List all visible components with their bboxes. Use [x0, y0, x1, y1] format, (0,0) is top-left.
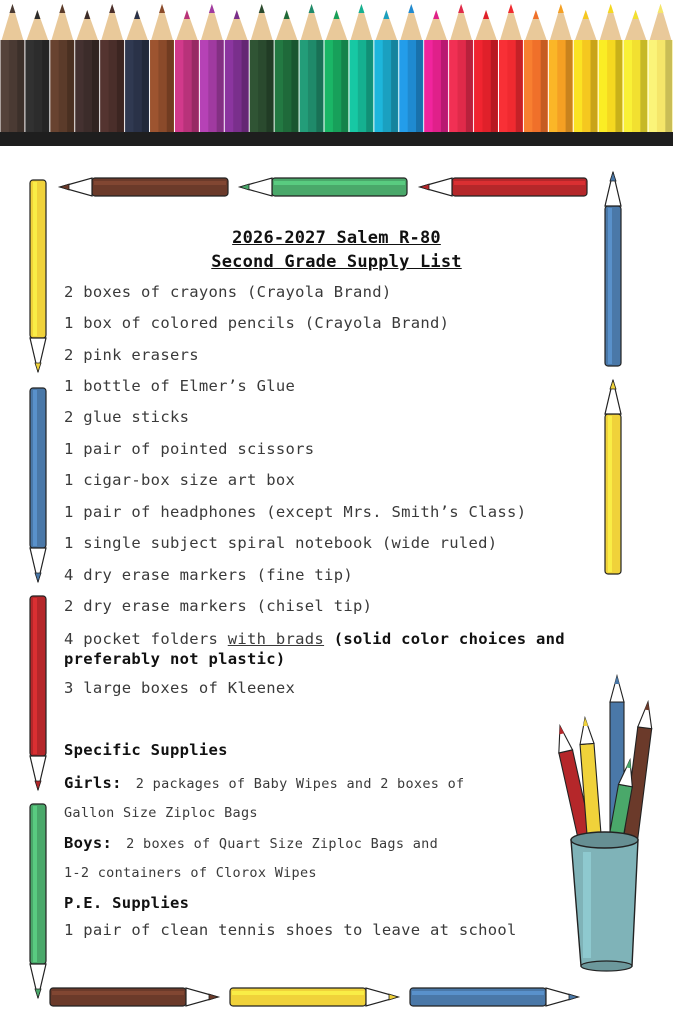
- supply-item: 2 boxes of crayons (Crayola Brand): [64, 283, 392, 301]
- folders-note: (solid color choices and preferably not plastic): [64, 630, 565, 668]
- pe-supplies-heading: P.E. Supplies: [64, 894, 190, 912]
- horizontal-pencil: [420, 178, 587, 196]
- vertical-pencil: [30, 388, 46, 582]
- boys-line: [64, 834, 438, 852]
- list-title-grade: Second Grade Supply List: [211, 252, 462, 272]
- folders-text: 4 pocket folders: [64, 630, 228, 648]
- supply-item: 1 box of colored pencils (Crayola Brand): [64, 314, 450, 332]
- vertical-pencil: [30, 804, 46, 998]
- supply-item: 1 bottle of Elmer’s Glue: [64, 377, 296, 395]
- boys-line-2: 1-2 containers of Clorox Wipes: [64, 865, 317, 881]
- horizontal-pencil: [410, 988, 578, 1006]
- vertical-pencil: [605, 380, 621, 574]
- supply-item: 1 pair of pointed scissors: [64, 440, 315, 458]
- horizontal-pencil: [60, 178, 228, 196]
- supply-item: 1 cigar-box size art box: [64, 471, 296, 489]
- girls-line-2: Gallon Size Ziploc Bags: [64, 805, 258, 821]
- supply-item-folders: [64, 629, 624, 669]
- supply-item: 1 pair of headphones (except Mrs. Smith’s Class): [64, 503, 527, 521]
- horizontal-pencil: [240, 178, 407, 196]
- supply-item: 2 pink erasers: [64, 346, 199, 364]
- horizontal-pencil: [230, 988, 398, 1006]
- list-title-school: 2026-2027 Salem R-80: [232, 228, 441, 248]
- vertical-pencil: [30, 180, 46, 372]
- horizontal-pencil: [50, 988, 218, 1006]
- girls-text: 2 packages of Baby Wipes and 2 boxes of: [135, 776, 465, 792]
- vertical-pencil: [30, 596, 46, 790]
- boys-text: 2 boxes of Quart Size Ziploc Bags and: [126, 836, 438, 852]
- supply-item: 3 large boxes of Kleenex: [64, 679, 296, 697]
- boys-label: Boys:: [64, 834, 113, 852]
- folders-brads: with brads: [227, 630, 325, 648]
- pe-item: 1 pair of clean tennis shoes to leave at school: [64, 921, 517, 939]
- pencil-cup-icon: [553, 676, 655, 971]
- supply-item: 4 dry erase markers (fine tip): [64, 566, 353, 584]
- girls-label: Girls:: [64, 774, 122, 792]
- supply-item: 2 glue sticks: [64, 408, 190, 426]
- supply-item: 1 single subject spiral notebook (wide ruled): [64, 534, 498, 552]
- specific-supplies-heading: Specific Supplies: [64, 741, 228, 759]
- supply-item: 2 dry erase markers (chisel tip): [64, 597, 373, 615]
- girls-line: [64, 774, 464, 792]
